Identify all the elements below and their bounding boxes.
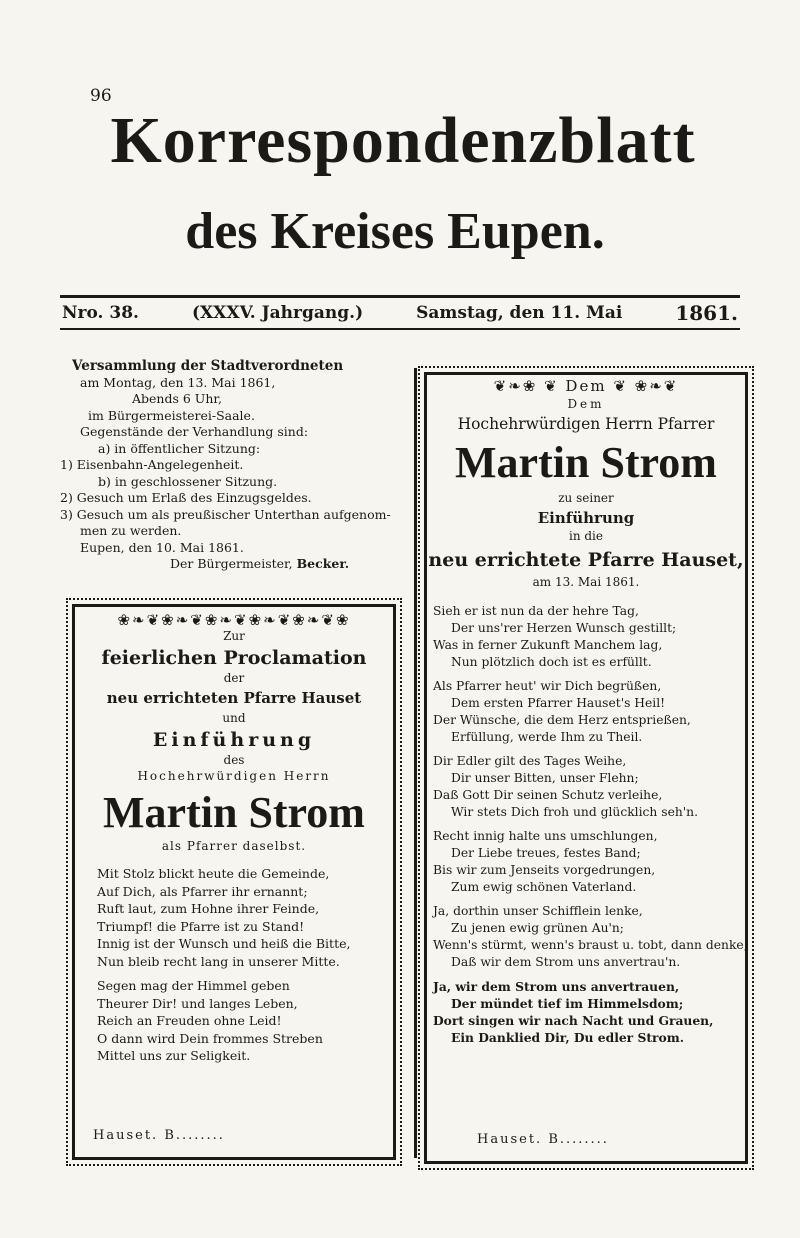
notice-line: im Bürgermeisterei-Saale. [88, 407, 255, 423]
verse-line: Recht innig halte uns umschlungen, [433, 829, 658, 843]
proclamation-honorific: Hochehrwürdigen Herrn [137, 769, 331, 783]
notice-line: a) in öffentlicher Sitzung: [98, 440, 261, 456]
notice-line: Eupen, den 10. Mai 1861. [80, 539, 244, 555]
council-notice [60, 358, 390, 573]
issue-rule-bottom [60, 328, 740, 330]
verse-line: Ruft laut, zum Hohne ihrer Feinde, [97, 901, 320, 916]
poem-stanza [433, 903, 748, 971]
dedication-honorific: Hochehrwürdigen Herrn Pfarrer [457, 415, 715, 433]
verse-line: Daß wir dem Strom uns anvertrau'n. [451, 955, 681, 969]
verse-line: Bis wir zum Jenseits vorgedrungen, [433, 863, 656, 877]
verse-line: Mittel uns zur Seligkeit. [97, 1048, 251, 1063]
verse-line: Erfüllung, werde Ihm zu Theil. [451, 730, 643, 744]
dedication-frame [424, 372, 748, 1164]
dedication-einfuehrung: Einführung [537, 509, 635, 527]
notice-title: Versammlung der Stadtverordneten [72, 358, 344, 374]
notice-line: Abends 6 Uhr, [132, 391, 222, 406]
verse-line: Triumpf! die Pfarre ist zu Stand! [97, 918, 305, 934]
verse-line: Der Liebe treues, festes Band; [451, 846, 641, 860]
issue-date: Samstag, den 11. Mai [416, 303, 623, 323]
page-number: 96 [90, 86, 112, 106]
verse-line: Ein Danklied Dir, Du edler Strom. [451, 1030, 684, 1045]
issue-volume: (XXXV. Jahrgang.) [191, 303, 364, 323]
proclamation-des: des [223, 753, 245, 767]
frame-footer: Hauset. B........ [93, 1128, 225, 1143]
verse-line: Wir stets Dich froh und glücklich seh'n. [451, 805, 698, 819]
proclamation-und: und [222, 711, 246, 725]
notice-line: b) in geschlossener Sitzung. [98, 473, 278, 489]
verse-line: O dann wird Dein frommes Streben [97, 1030, 323, 1046]
proclamation-der: der [223, 671, 245, 685]
poem-stanza [433, 978, 745, 1046]
notice-line: 2) Gesuch um Erlaß des Einzugsgeldes. [60, 490, 312, 505]
notice-line: am Montag, den 13. Mai 1861, [80, 374, 276, 390]
dedication-in-die: in die [568, 529, 603, 543]
verse-line: Daß Gott Dir seinen Schutz verleihe, [433, 788, 663, 802]
poem-stanza [97, 977, 393, 1065]
issue-bar [62, 300, 738, 326]
verse-line: Ja, dorthin unser Schifflein lenke, [433, 904, 643, 918]
verse-line: Innig ist der Wunsch und heiß die Bitte, [97, 936, 351, 951]
notice-line: 3) Gesuch um als preußischer Unterthan aufgenom- [60, 506, 391, 522]
verse-line: Dem ersten Pfarrer Hauset's Heil! [451, 696, 666, 710]
verse-line: Zum ewig schönen Vaterland. [451, 880, 637, 894]
verse-line: Auf Dich, als Pfarrer ihr ernannt; [97, 883, 308, 899]
masthead-subtitle: des Kreises Eupen. [185, 203, 605, 260]
verse-line: Sieh er ist nun da der hehre Tag, [433, 604, 639, 618]
notice-line: men zu werden. [80, 523, 182, 538]
poem [97, 865, 393, 1065]
verse-line: Mit Stolz blickt heute die Gemeinde, [97, 866, 330, 881]
proclamation-einfuehrung: Einführung [152, 729, 316, 751]
verse-line: Reich an Freuden ohne Leid! [97, 1013, 282, 1028]
poem-stanza [433, 603, 745, 671]
proclamation-role: als Pfarrer daselbst. [161, 839, 307, 853]
poem-stanza [433, 828, 745, 896]
proclamation-parish: neu errichteten Pfarre Hauset [106, 689, 362, 707]
verse-line: Was in ferner Zukunft Manchem lag, [433, 638, 663, 652]
verse-line: Dir Edler gilt des Tages Weihe, [433, 754, 627, 768]
masthead-title: Korrespondenzblatt [110, 104, 696, 177]
poem [433, 603, 748, 1046]
verse-line: Zu jenen ewig grünen Au'n; [451, 921, 624, 935]
dedication-date: am 13. Mai 1861. [532, 575, 640, 589]
notice-line: Gegenstände der Verhandlung sind: [80, 424, 309, 439]
poem-stanza [433, 678, 745, 746]
verse-line: Segen mag der Himmel geben [97, 978, 290, 993]
dedication-zu-seiner: zu seiner [558, 491, 614, 505]
verse-line: Der uns'rer Herzen Wunsch gestillt; [451, 621, 677, 635]
verse-line: Als Pfarrer heut' wir Dich begrüßen, [433, 679, 662, 693]
verse-line: Der Wünsche, die dem Herz entsprießen, [433, 713, 691, 727]
frame-footer: Hauset. B........ [477, 1132, 609, 1147]
proclamation-name: Martin Strom [103, 788, 365, 837]
signature-name: Becker. [296, 556, 350, 571]
verse-line: Der mündet tief im Himmelsdom; [451, 996, 684, 1011]
dedication-dem: Dem [567, 397, 605, 411]
poem-stanza [433, 753, 745, 821]
dedication-headline: neu errichtete Pfarre Hauset, [428, 549, 744, 571]
signature-role: Der Bürgermeister, [170, 556, 293, 571]
proclamation-headline: feierlichen Proclamation [101, 647, 367, 669]
verse-line: Nun plötzlich doch ist es erfüllt. [451, 655, 652, 669]
proclamation-frame [72, 604, 396, 1160]
notice-line: 1) Eisenbahn-Angelegenheit. [60, 457, 244, 472]
verse-line: Nun bleib recht lang in unserer Mitte. [97, 953, 340, 969]
notice-signature [170, 556, 390, 573]
verse-line: Dort singen wir nach Nacht und Grauen, [433, 1013, 714, 1028]
dedication-name: Martin Strom [455, 438, 717, 487]
proclamation-zur: Zur [223, 629, 245, 643]
issue-number: Nro. 38. [62, 303, 139, 323]
verse-line: Dir unser Bitten, unser Flehn; [451, 771, 639, 785]
ornament-border: ❀❧❦❀❧❦❀❧❦❀❧❦❀❧❦❀ [117, 611, 351, 629]
issue-rule-top [60, 295, 740, 298]
verse-line: Ja, wir dem Strom uns anvertrauen, [433, 979, 680, 994]
poem-stanza [97, 865, 393, 970]
verse-line: Wenn's stürmt, wenn's braust u. tobt, dann denke, [433, 938, 748, 952]
ornament-border: ❦❧❀ ❦ Dem ❦ ❀❧❦ [493, 377, 679, 395]
column-divider [414, 368, 417, 1158]
issue-year: 1861. [675, 301, 738, 325]
verse-line: Theurer Dir! und langes Leben, [97, 995, 298, 1011]
